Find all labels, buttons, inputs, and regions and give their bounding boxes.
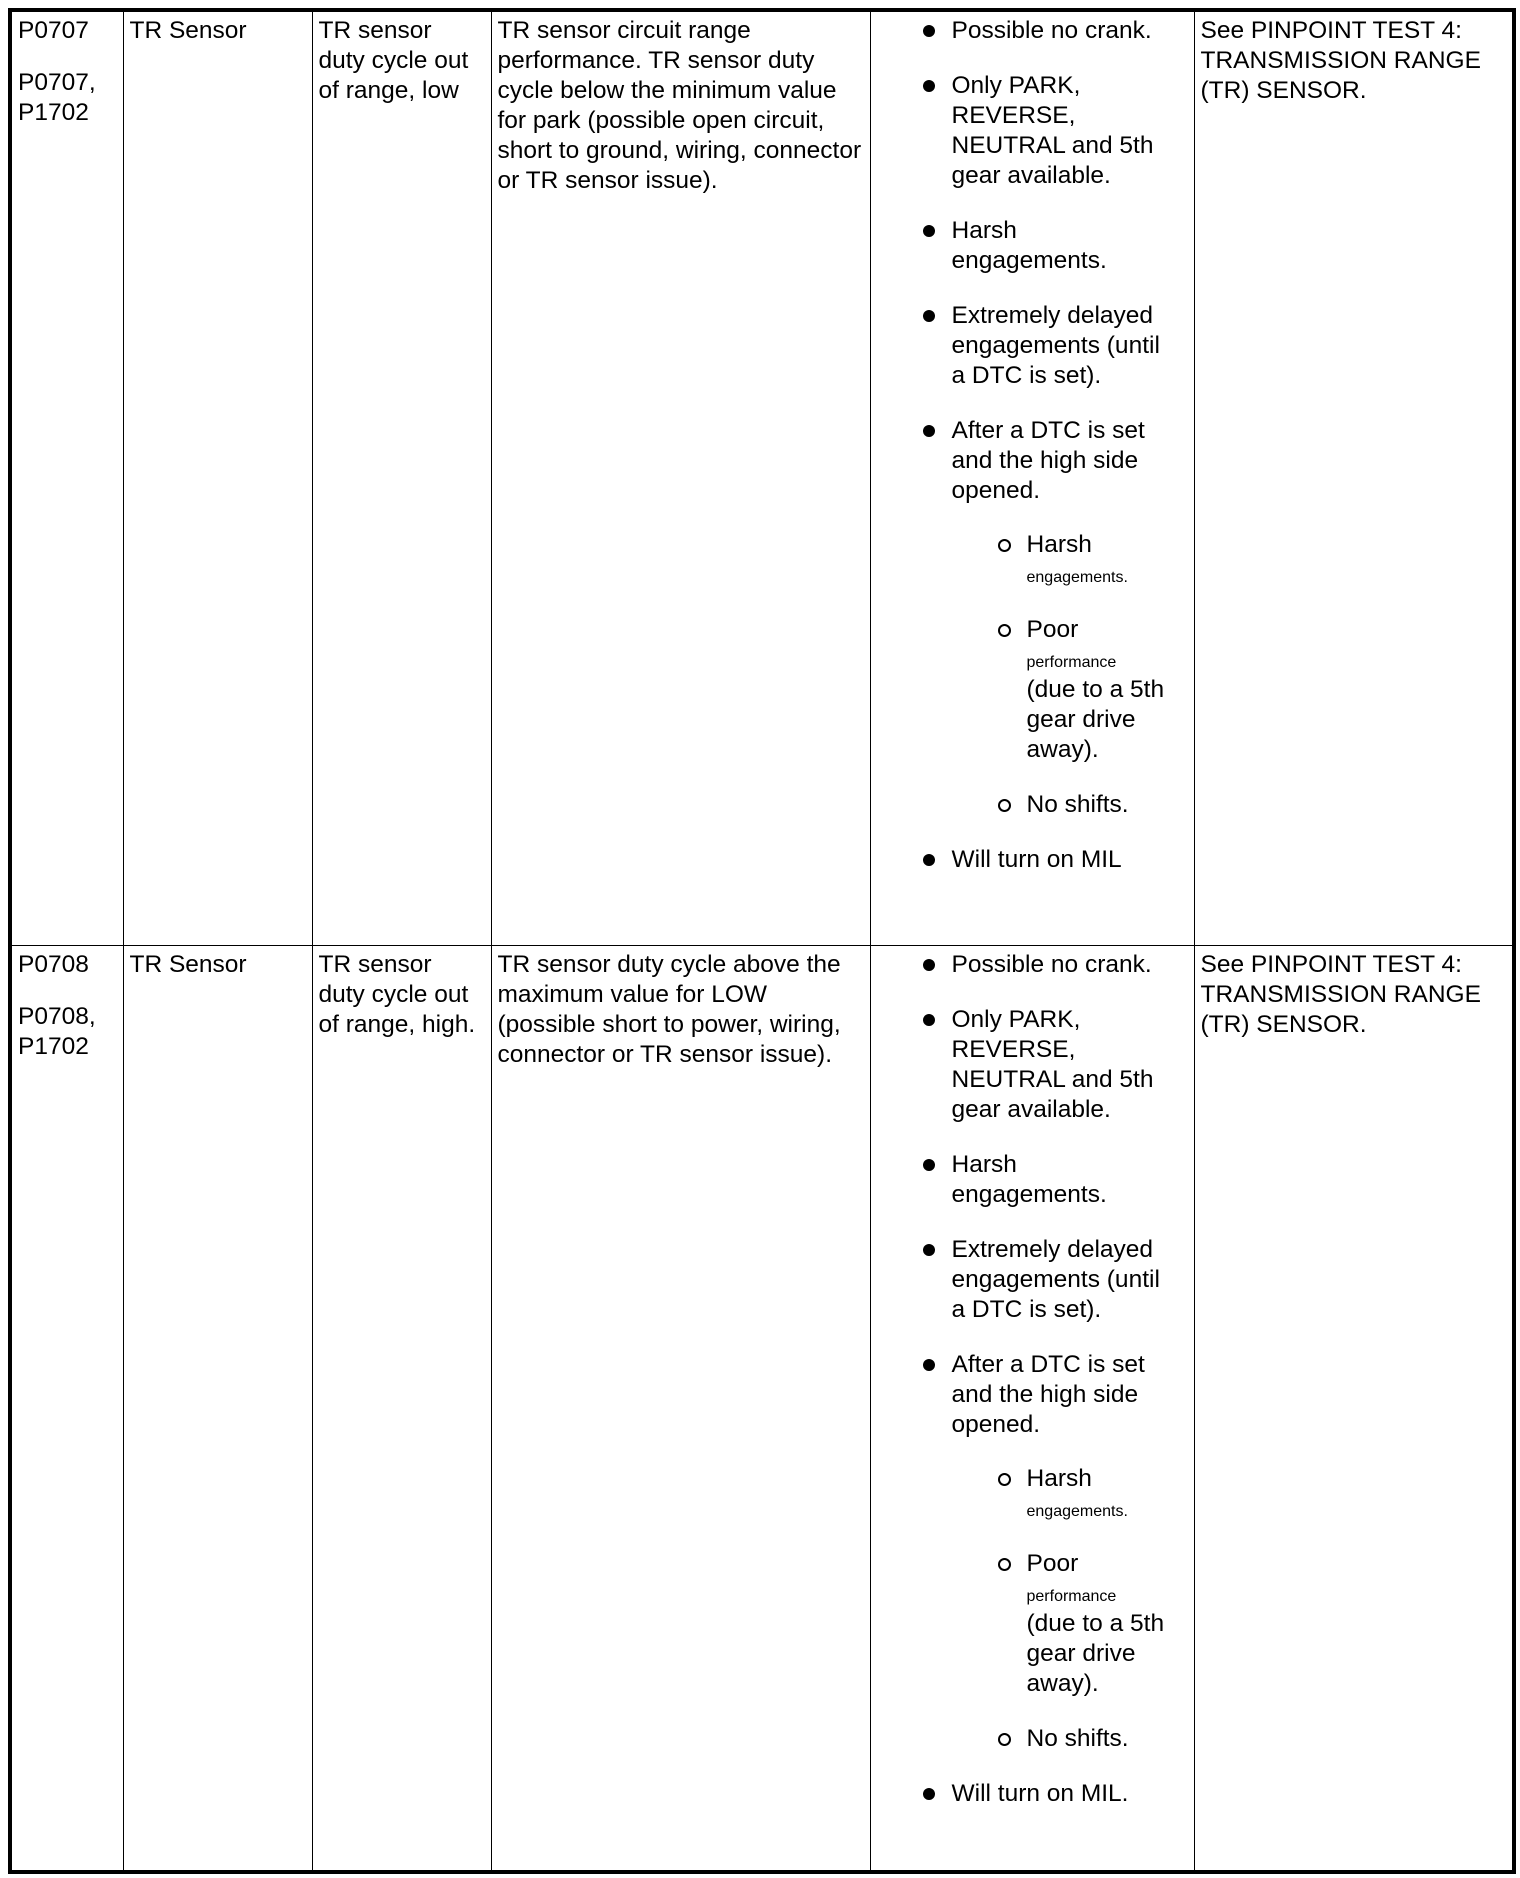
related-codes: P0707, P1702 <box>18 69 96 126</box>
sub-symptom-list <box>952 530 1178 820</box>
symptom-list <box>877 950 1188 1809</box>
component-cell: TR Sensor <box>123 945 312 1872</box>
sub-list-item: Poor performance (due to a 5th gear drive away). <box>952 1549 1178 1699</box>
symptoms-cell <box>870 10 1194 945</box>
dtc-code-cell <box>10 10 123 945</box>
list-item: After a DTC is set and the high side opened. Harsh engagements. Poor performance (due to a 5th gear drive away). No shifts. <box>877 416 1188 820</box>
bullet-icon <box>923 854 935 866</box>
list-item: Possible no crank. <box>877 16 1188 46</box>
list-item: Extremely delayed engagements (until a DTC is set). <box>877 301 1188 391</box>
sub-symptom-list <box>952 1464 1178 1754</box>
bullet-icon <box>923 1788 935 1800</box>
list-item: Will turn on MIL <box>877 845 1188 875</box>
bullet-icon <box>923 1244 935 1256</box>
sub-list-item: Harsh engagements. <box>952 530 1178 590</box>
list-item: Will turn on MIL. <box>877 1779 1188 1809</box>
action-cell: See PINPOINT TEST 4: TRANSMISSION RANGE (TR) SENSOR. <box>1194 10 1514 945</box>
circle-bullet-icon <box>998 539 1011 552</box>
bullet-icon <box>923 225 935 237</box>
table-row <box>10 10 1514 945</box>
action-cell: See PINPOINT TEST 4: TRANSMISSION RANGE (TR) SENSOR. <box>1194 945 1514 1872</box>
bullet-icon <box>923 1014 935 1026</box>
sub-list-item: Harsh engagements. <box>952 1464 1178 1524</box>
list-item: Harsh engagements. <box>877 216 1188 276</box>
circle-bullet-icon <box>998 624 1011 637</box>
sub-list-item: No shifts. <box>952 790 1178 820</box>
list-item: Possible no crank. <box>877 950 1188 980</box>
list-item: Only PARK, REVERSE, NEUTRAL and 5th gear available. <box>877 71 1188 191</box>
list-item: Extremely delayed engagements (until a DTC is set). <box>877 1235 1188 1325</box>
circle-bullet-icon <box>998 1473 1011 1486</box>
bullet-icon <box>923 310 935 322</box>
table-row <box>10 945 1514 1872</box>
dtc-code: P0707 <box>18 17 89 44</box>
circle-bullet-icon <box>998 799 1011 812</box>
sub-list-item: Poor performance (due to a 5th gear drive away). <box>952 615 1178 765</box>
bullet-icon <box>923 25 935 37</box>
bullet-icon <box>923 80 935 92</box>
dtc-code-cell <box>10 945 123 1872</box>
condition-cell: TR sensor circuit range performance. TR sensor duty cycle below the minimum value for park (possible open circuit, short to ground, wiring, connector or TR sensor issue). <box>491 10 870 945</box>
list-item: After a DTC is set and the high side opened. Harsh engagements. Poor performance (due to a 5th gear drive away). No shifts. <box>877 1350 1188 1754</box>
description-cell: TR sensor duty cycle out of range, low <box>312 10 491 945</box>
component-cell: TR Sensor <box>123 10 312 945</box>
related-codes: P0708, P1702 <box>18 1002 96 1060</box>
symptom-list <box>877 16 1188 875</box>
circle-bullet-icon <box>998 1733 1011 1746</box>
bullet-icon <box>923 425 935 437</box>
dtc-table <box>8 8 1516 1874</box>
dtc-code: P0708 <box>18 950 89 978</box>
list-item: Harsh engagements. <box>877 1150 1188 1210</box>
sub-list-item: No shifts. <box>952 1724 1178 1754</box>
symptoms-cell <box>870 945 1194 1872</box>
bullet-icon <box>923 1359 935 1371</box>
bullet-icon <box>923 1159 935 1171</box>
condition-cell: TR sensor duty cycle above the maximum value for LOW (possible short to power, wiring, connector or TR sensor issue). <box>491 945 870 1872</box>
bullet-icon <box>923 959 935 971</box>
circle-bullet-icon <box>998 1558 1011 1571</box>
description-cell: TR sensor duty cycle out of range, high. <box>312 945 491 1872</box>
list-item: Only PARK, REVERSE, NEUTRAL and 5th gear available. <box>877 1005 1188 1125</box>
